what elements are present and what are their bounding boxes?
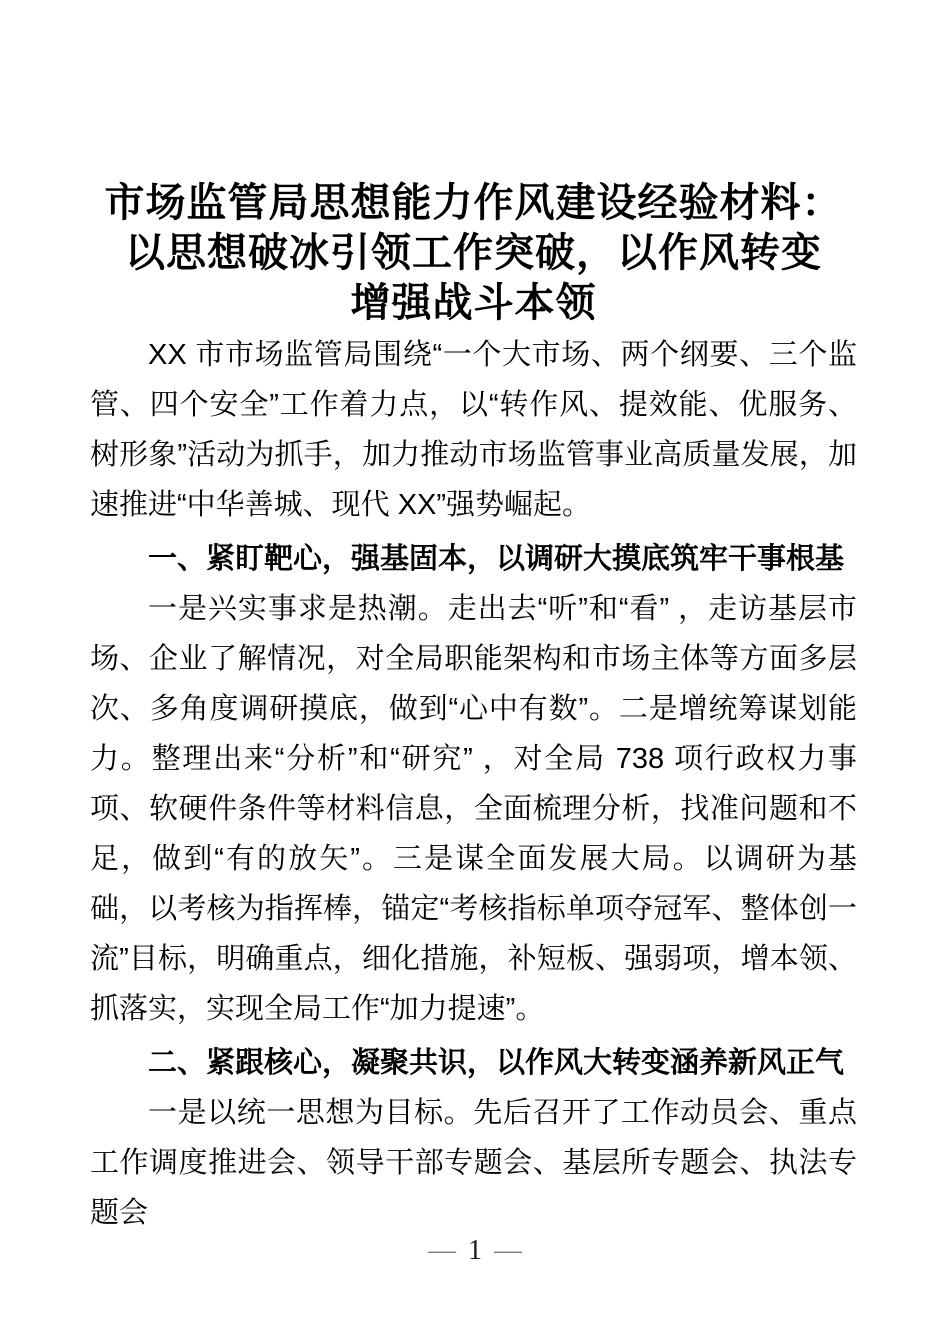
- page-footer: [0, 1236, 950, 1266]
- page-number: 1: [468, 1235, 482, 1266]
- section-heading-2: 二、紧跟核心，凝聚共识，以作风大转变涵养新风正气: [148, 1047, 845, 1079]
- paragraph-intro: XX 市市场监管局围绕“一个大市场、两个纲要、三个监管、四个安全”工作着力点，以“转作风、提效能、优服务、树形象”活动为抓手，加力推动市场监管事业高质量发展，加速推进“中华善城、现代 XX”强势崛起。: [90, 339, 857, 521]
- paragraph-section-2: 一是以统一思想为目标。先后召开了工作动员会、重点工作调度推进会、领导干部专题会、基层所专题会、执法专题会: [90, 1097, 857, 1229]
- title-line-3: 增强战斗本领: [350, 280, 597, 325]
- paragraph-section-1: 一是兴实事求是热潮。走出去“听”和“看” ，走访基层市场、企业了解情况，对全局职能架构和市场主体等方面多层次、多角度调研摸底，做到“心中有数”。二是增统筹谋划能力。整理出来“分析”和“研究” ，对全局 738 项行政权力事项、软硬件条件等材料信息，全面梳理分析，找准问题和不足，做到“有的放矢”。三是谋全面发展大局。以调研为基础，以考核为指挥棒，锚定“考核指标单项夺冠军、整体创一流”目标，明确重点，细化措施，补短板、强弱项，增本领、抓落实，实现全局工作“加力提速”。: [90, 593, 857, 1025]
- footer-dash-left: —: [428, 1235, 456, 1266]
- document-title: [90, 178, 857, 328]
- document-body: [90, 330, 857, 1238]
- section-heading-1: 一、紧盯靶心，强基固本，以调研大摸底筑牢干事根基: [148, 543, 845, 575]
- footer-dash-right: —: [494, 1235, 522, 1266]
- title-line-2: 以思想破冰引领工作突破，以作风转变: [125, 230, 822, 275]
- title-line-1: 市场监管局思想能力作风建设经验材料：: [104, 180, 843, 225]
